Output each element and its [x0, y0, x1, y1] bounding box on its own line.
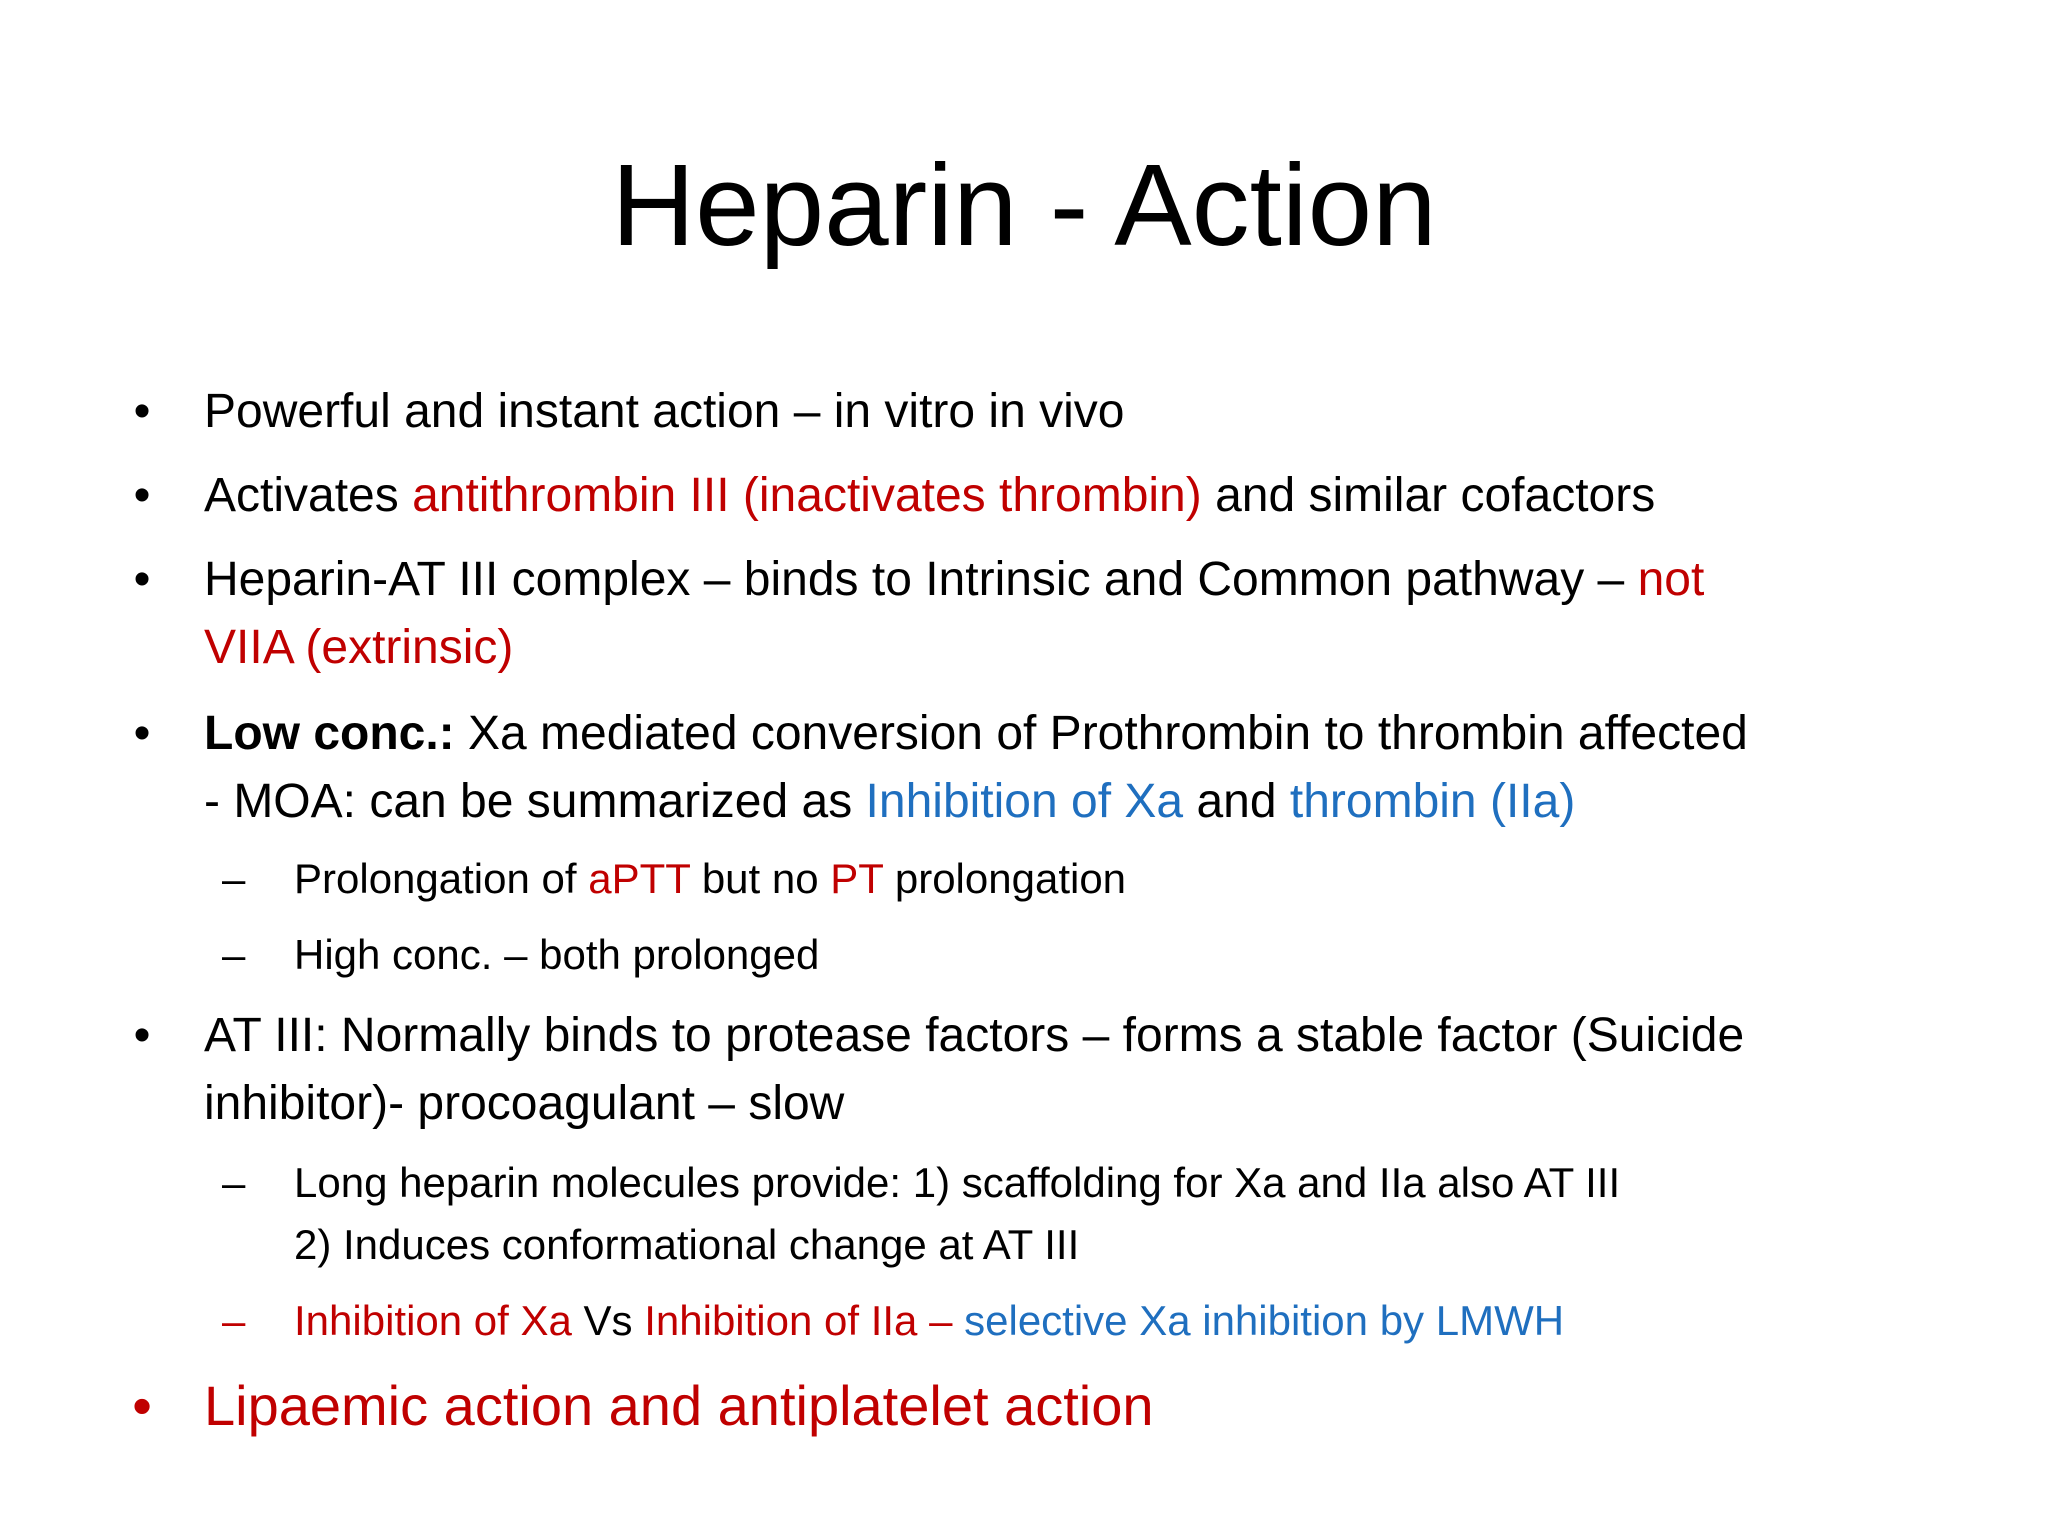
bullet-item-4 [133, 700, 1964, 836]
bullet-text: Xa mediated conversion of Prothrombin to thrombin affected [454, 707, 1748, 760]
highlight-text-extrinsic: VIIA (extrinsic) [204, 621, 514, 674]
dash-icon: – [222, 855, 246, 902]
sub-bullet-item-5-1 [222, 1152, 1914, 1276]
bullet-icon: • [132, 1374, 152, 1437]
bullet-item-5 [133, 1002, 1964, 1138]
bullet-line: AT III: Normally binds to protease factors – forms a stable factor (Suicide [204, 1009, 1745, 1062]
sub-bullet-line: Long heparin molecules provide: 1) scaffolding for Xa and IIa also AT III [294, 1159, 1621, 1206]
bullet-icon: • [133, 1009, 151, 1062]
bullet-text: Lipaemic action and antiplatelet action [204, 1374, 1154, 1437]
highlight-text-inhibition-xa: Inhibition of Xa [865, 775, 1184, 828]
highlight-text-inhibition-xa: Inhibition of Xa [294, 1297, 572, 1344]
sub-bullet-text: prolongation [883, 855, 1127, 902]
bullet-item-3 [133, 546, 1964, 682]
highlight-text-pt: PT [830, 855, 884, 902]
bullet-text: and similar cofactors [1201, 469, 1656, 522]
sub-bullet-item-5-2 [222, 1290, 1914, 1352]
dash-icon: – [222, 931, 246, 978]
bullet-item-1 [133, 378, 1964, 446]
highlight-text-lmwh: selective Xa inhibition by LMWH [964, 1297, 1565, 1344]
sub-bullet-line: 2) Induces conformational change at AT III [294, 1221, 1080, 1268]
bullet-line: inhibitor)- procoagulant – slow [204, 1077, 845, 1130]
dash-icon: – [222, 1159, 246, 1206]
bullet-line [204, 546, 1964, 614]
sub-bullet-text: but no [690, 855, 831, 902]
sub-bullet-item-4-1 [222, 848, 1914, 910]
bullet-icon: • [133, 553, 151, 606]
bullet-line [204, 768, 1964, 836]
highlight-text-aptt: aPTT [588, 855, 691, 902]
bullet-text: Heparin-AT III complex – binds to Intrinsic and Common pathway – [204, 553, 1638, 606]
sub-bullet-text: Prolongation of [294, 855, 589, 902]
bullet-line [204, 700, 1964, 768]
sub-bullet-item-4-2 [222, 924, 1914, 986]
bullet-text: Activates [204, 469, 413, 522]
bullet-text: Powerful and instant action – in vitro in vivo [204, 385, 1125, 438]
bullet-item-2 [133, 462, 1964, 530]
highlight-text-inhibition-iia: Inhibition of IIa – [644, 1297, 965, 1344]
bold-label-low-conc: Low conc.: [204, 707, 455, 760]
bullet-text: and [1183, 775, 1290, 828]
bullet-item-6 [132, 1368, 1964, 1444]
bullet-text: - MOA: can be summarized as [204, 775, 866, 828]
sub-bullet-text: Vs [571, 1297, 645, 1344]
bullet-icon: • [133, 469, 151, 522]
highlight-text-thrombin: thrombin (IIa) [1289, 775, 1576, 828]
bullet-icon: • [133, 707, 151, 760]
bullet-icon: • [133, 385, 151, 438]
sub-bullet-text: High conc. – both prolonged [294, 931, 820, 978]
dash-icon: – [222, 1297, 246, 1344]
slide-title: Heparin - Action [611, 140, 1437, 270]
highlight-text-antithrombin: antithrombin III (inactivates thrombin) [412, 469, 1202, 522]
highlight-text-not: not [1637, 553, 1705, 606]
